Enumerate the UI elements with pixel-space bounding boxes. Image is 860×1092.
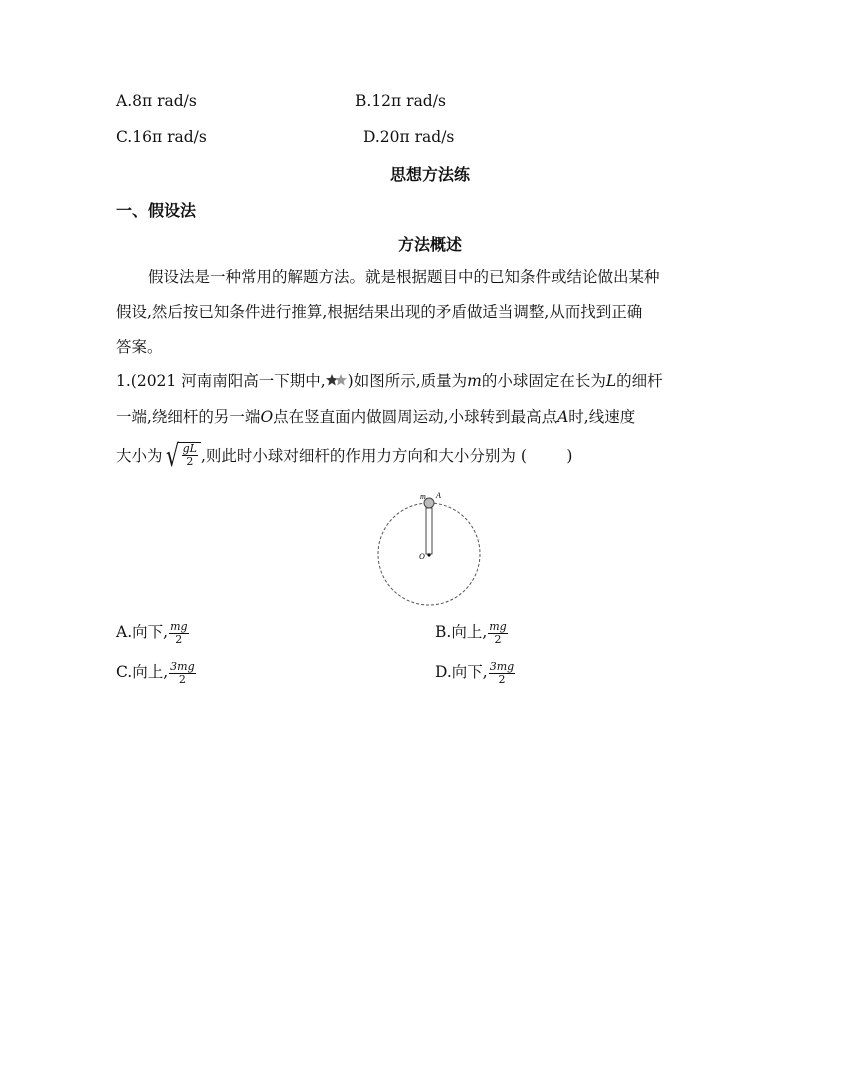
overview-line-2: 假设,然后按已知条件进行推算,根据结果出现的矛盾做适当调整,从而找到正确 (116, 303, 643, 321)
prev-option-b: B.12π rad/s (355, 92, 446, 110)
question-line-3 (116, 439, 573, 474)
var-O: O (260, 408, 274, 426)
question-line-2 (116, 405, 635, 427)
question-prefix: 1.(2021 河南南阳高一下期中, (116, 372, 326, 390)
question-text-2: 的小球固定在长为 (481, 372, 606, 390)
option-c-numerator: 3mg (170, 659, 195, 673)
sqrt-denominator: 2 (186, 455, 194, 468)
var-L: L (605, 372, 617, 390)
overview-line-1: 假设法是一种常用的解题方法。就是根据题目中的已知条件或结论做出某种 (148, 268, 660, 286)
option-c-prefix: C.向上, (116, 663, 169, 681)
difficulty-stars-icon (326, 373, 348, 387)
overview-line-3: 答案。 (116, 338, 163, 356)
question-line-1 (116, 369, 663, 391)
question-line3-a: 大小为 (116, 447, 163, 465)
question-text-3: 的细杆 (616, 372, 663, 390)
sqrt-numerator: gL (182, 442, 197, 455)
option-a-denominator: 2 (175, 632, 183, 646)
prev-option-c: C.16π rad/s (116, 128, 207, 146)
option-d-numerator: 3mg (489, 659, 515, 673)
option-d-denominator: 2 (498, 672, 506, 686)
option-a-prefix: A.向下, (116, 623, 169, 641)
question-line2-c: 时,线速度 (568, 408, 636, 426)
option-c (116, 660, 197, 686)
option-a-numerator: mg (170, 619, 188, 633)
heading-assumption-method: 一、假设法 (116, 201, 197, 220)
option-c-denominator: 2 (178, 672, 186, 686)
option-b-numerator: mg (489, 619, 507, 633)
option-d (435, 660, 516, 686)
pivot-point (427, 553, 430, 556)
var-m: m (467, 372, 482, 390)
circular-motion-figure (370, 486, 490, 612)
option-d-prefix: D.向下, (435, 663, 488, 681)
var-A: A (557, 408, 569, 426)
section-title: 思想方法练 (389, 165, 470, 184)
question-line2-a: 一端,绕细杆的另一端 (116, 408, 261, 426)
figure-label-O: O (419, 552, 425, 561)
figure-label-A: A (436, 491, 441, 500)
method-overview-title: 方法概述 (397, 235, 462, 254)
question-line3-b: ,则此时小球对细杆的作用力方向和大小分别为 (201, 447, 516, 465)
option-b-denominator: 2 (494, 632, 502, 646)
question-line2-b: 点在竖直面内做圆周运动,小球转到最高点 (273, 408, 558, 426)
prev-option-a: A.8π rad/s (116, 92, 197, 110)
thin-rod (426, 508, 432, 554)
question-text-1: )如图所示,质量为 (347, 372, 468, 390)
option-b-prefix: B.向上, (435, 623, 488, 641)
option-b (435, 620, 509, 646)
speed-sqrt-expression: √ $\frac{gL}{2}$ (163, 442, 201, 472)
option-a (116, 620, 190, 646)
figure-label-m: m (420, 492, 426, 501)
answer-parentheses: ( ) (520, 447, 573, 465)
prev-option-d: D.20π rad/s (363, 128, 455, 146)
